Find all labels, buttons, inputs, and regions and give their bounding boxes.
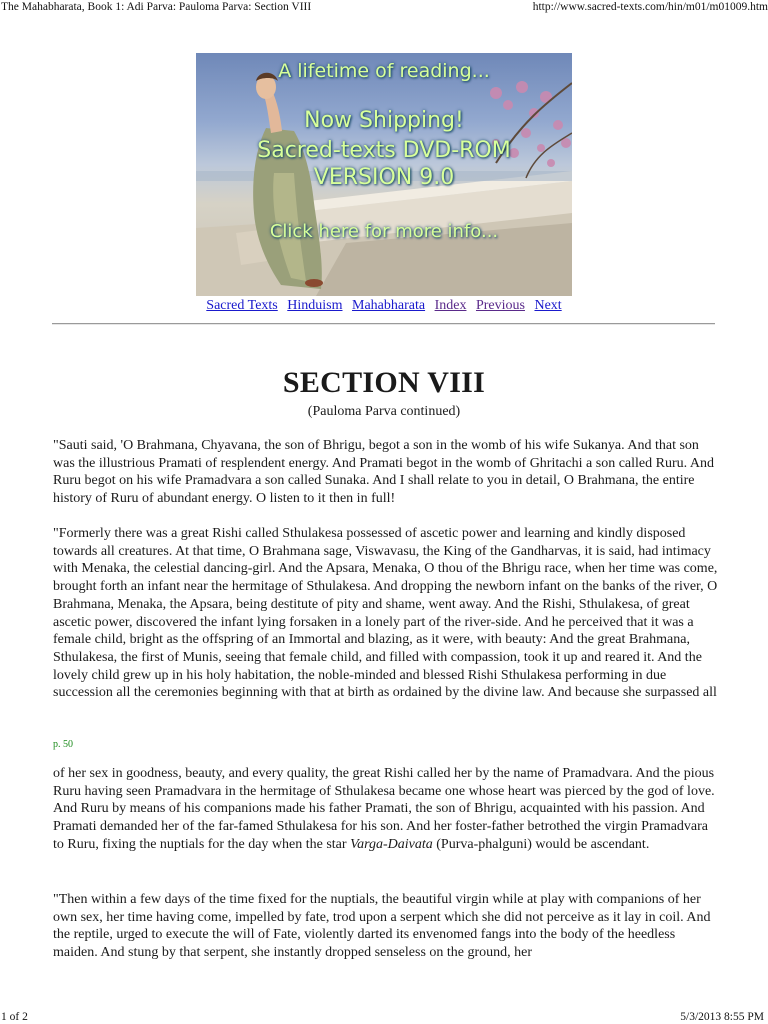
dvd-promo-banner[interactable] xyxy=(196,53,572,296)
banner-version: VERSION 9.0 xyxy=(313,165,455,190)
nav-link-previous[interactable]: Previous xyxy=(475,298,525,313)
horizontal-rule xyxy=(52,323,715,325)
paragraph-2: "Formerly there was a great Rishi called Sthulakesa possessed of ascetic power and learning and kindly disposed towards all creatures. At that time, O Brahmana sage, Viswavasu, the King of the Gandharvas, it is said, had intimacy with Menaka, the celestial dancing-girl. And the Apsara, Menaka, O thou of the Bhrigu race, when her time was come, brought forth an infant near the hermitage of Sthulakesa. And dropping the newborn infant on the banks of the river, O Brahmana, Menaka, the Apsara, being destitute of pity and shame, went away. And the Rishi, Sthulakesa, of great ascetic power, discovered the infant lying forsaken in a lonely part of the river-side. And he perceived that it was a female child, bright as the offspring of an Immortal and blazing, as it were, with beauty: And the great Brahmana, Sthulakesa, the first of Munis, seeing that female child, and filled with compassion, took it up and reared it. And the lovely child grew up in his holy habitation, the noble-minded and blessed Rishi Sthulakesa performing in due succession all the ceremonies beginning with that at birth as ordained by the divine law. And because she surpassed all xyxy=(53,526,718,701)
nav-link-index[interactable]: Index xyxy=(434,298,467,313)
section-title: SECTION VIII xyxy=(282,366,486,400)
banner-tagline: A lifetime of reading... xyxy=(278,60,490,82)
section-subtitle: (Pauloma Parva continued) xyxy=(307,404,461,419)
print-header xyxy=(0,0,768,14)
nav-link-next[interactable]: Next xyxy=(534,298,562,313)
paragraph-3-text-b: (Purva-phalguni) would be ascendant. xyxy=(432,836,650,852)
paragraph-3-text-a: of her sex in goodness, beauty, and every quality, the great Rishi called her by the name of Pramadvara. And the pious Ruru having seen Pramadvara in the hermitage of Sthulakesa became one whose heart was pierced by the god of love. And Ruru by means of his companions made his father Pramati, the son of Bhrigu, acquainted with his passion. And Pramati demanded her of the far-famed Sthulakesa for his son. And her foster-father betrothed the virgin Pramadvara to Ruru, fixing the nuptials for the day when the star xyxy=(53,766,715,852)
banner-now-shipping: Now Shipping! xyxy=(304,108,464,133)
banner-product: Sacred-texts DVD-ROM xyxy=(257,138,511,163)
print-footer xyxy=(0,1010,768,1024)
paragraph-1: "Sauti said, 'O Brahmana, Chyavana, the son of Bhrigu, begot a son in the womb of his wife Sukanya. And that son was the illustrious Pramati of resplendent energy. And Pramati begot in the womb of Ghritachi a son called Ruru. And Ruru begot on his wife Pramadvara a son called Sunaka. And I shall relate to you in detail, O Brahmana, the entire history of Ruru of abundant energy. O listen to it then in full! xyxy=(53,438,714,507)
nav-link-hinduism[interactable]: Hinduism xyxy=(287,298,343,313)
print-header-title: The Mahabharata, Book 1: Adi Parva: Pauloma Parva: Section VIII xyxy=(1,1,312,13)
page-marker: p. 50 xyxy=(53,739,73,750)
banner-more-info-link[interactable]: Click here for more info... xyxy=(269,221,499,242)
nav-links xyxy=(0,298,768,314)
paragraph-4: "Then within a few days of the time fixed for the nuptials, the beautiful virgin while at play with companions of her own sex, her time having come, impelled by fate, trod upon a serpent which she did not perceive as it lay in coil. And the reptile, urged to execute the will of Fate, violently darted its envenomed fangs into the body of the heedless maiden. And stung by that serpent, she instantly dropped senseless on the ground, her xyxy=(53,892,711,961)
nav-link-sacred-texts[interactable]: Sacred Texts xyxy=(206,298,278,313)
nav-link-mahabharata[interactable]: Mahabharata xyxy=(352,298,426,313)
print-footer-datetime: 5/3/2013 8:55 PM xyxy=(680,1011,764,1023)
paragraph-3 xyxy=(53,765,721,854)
print-footer-page-count: 1 of 2 xyxy=(1,1011,28,1023)
paragraph-3-italic-term: Varga-Daivata xyxy=(350,836,433,852)
print-header-url: http://www.sacred-texts.com/hin/m01/m01009.htm xyxy=(532,1,768,13)
